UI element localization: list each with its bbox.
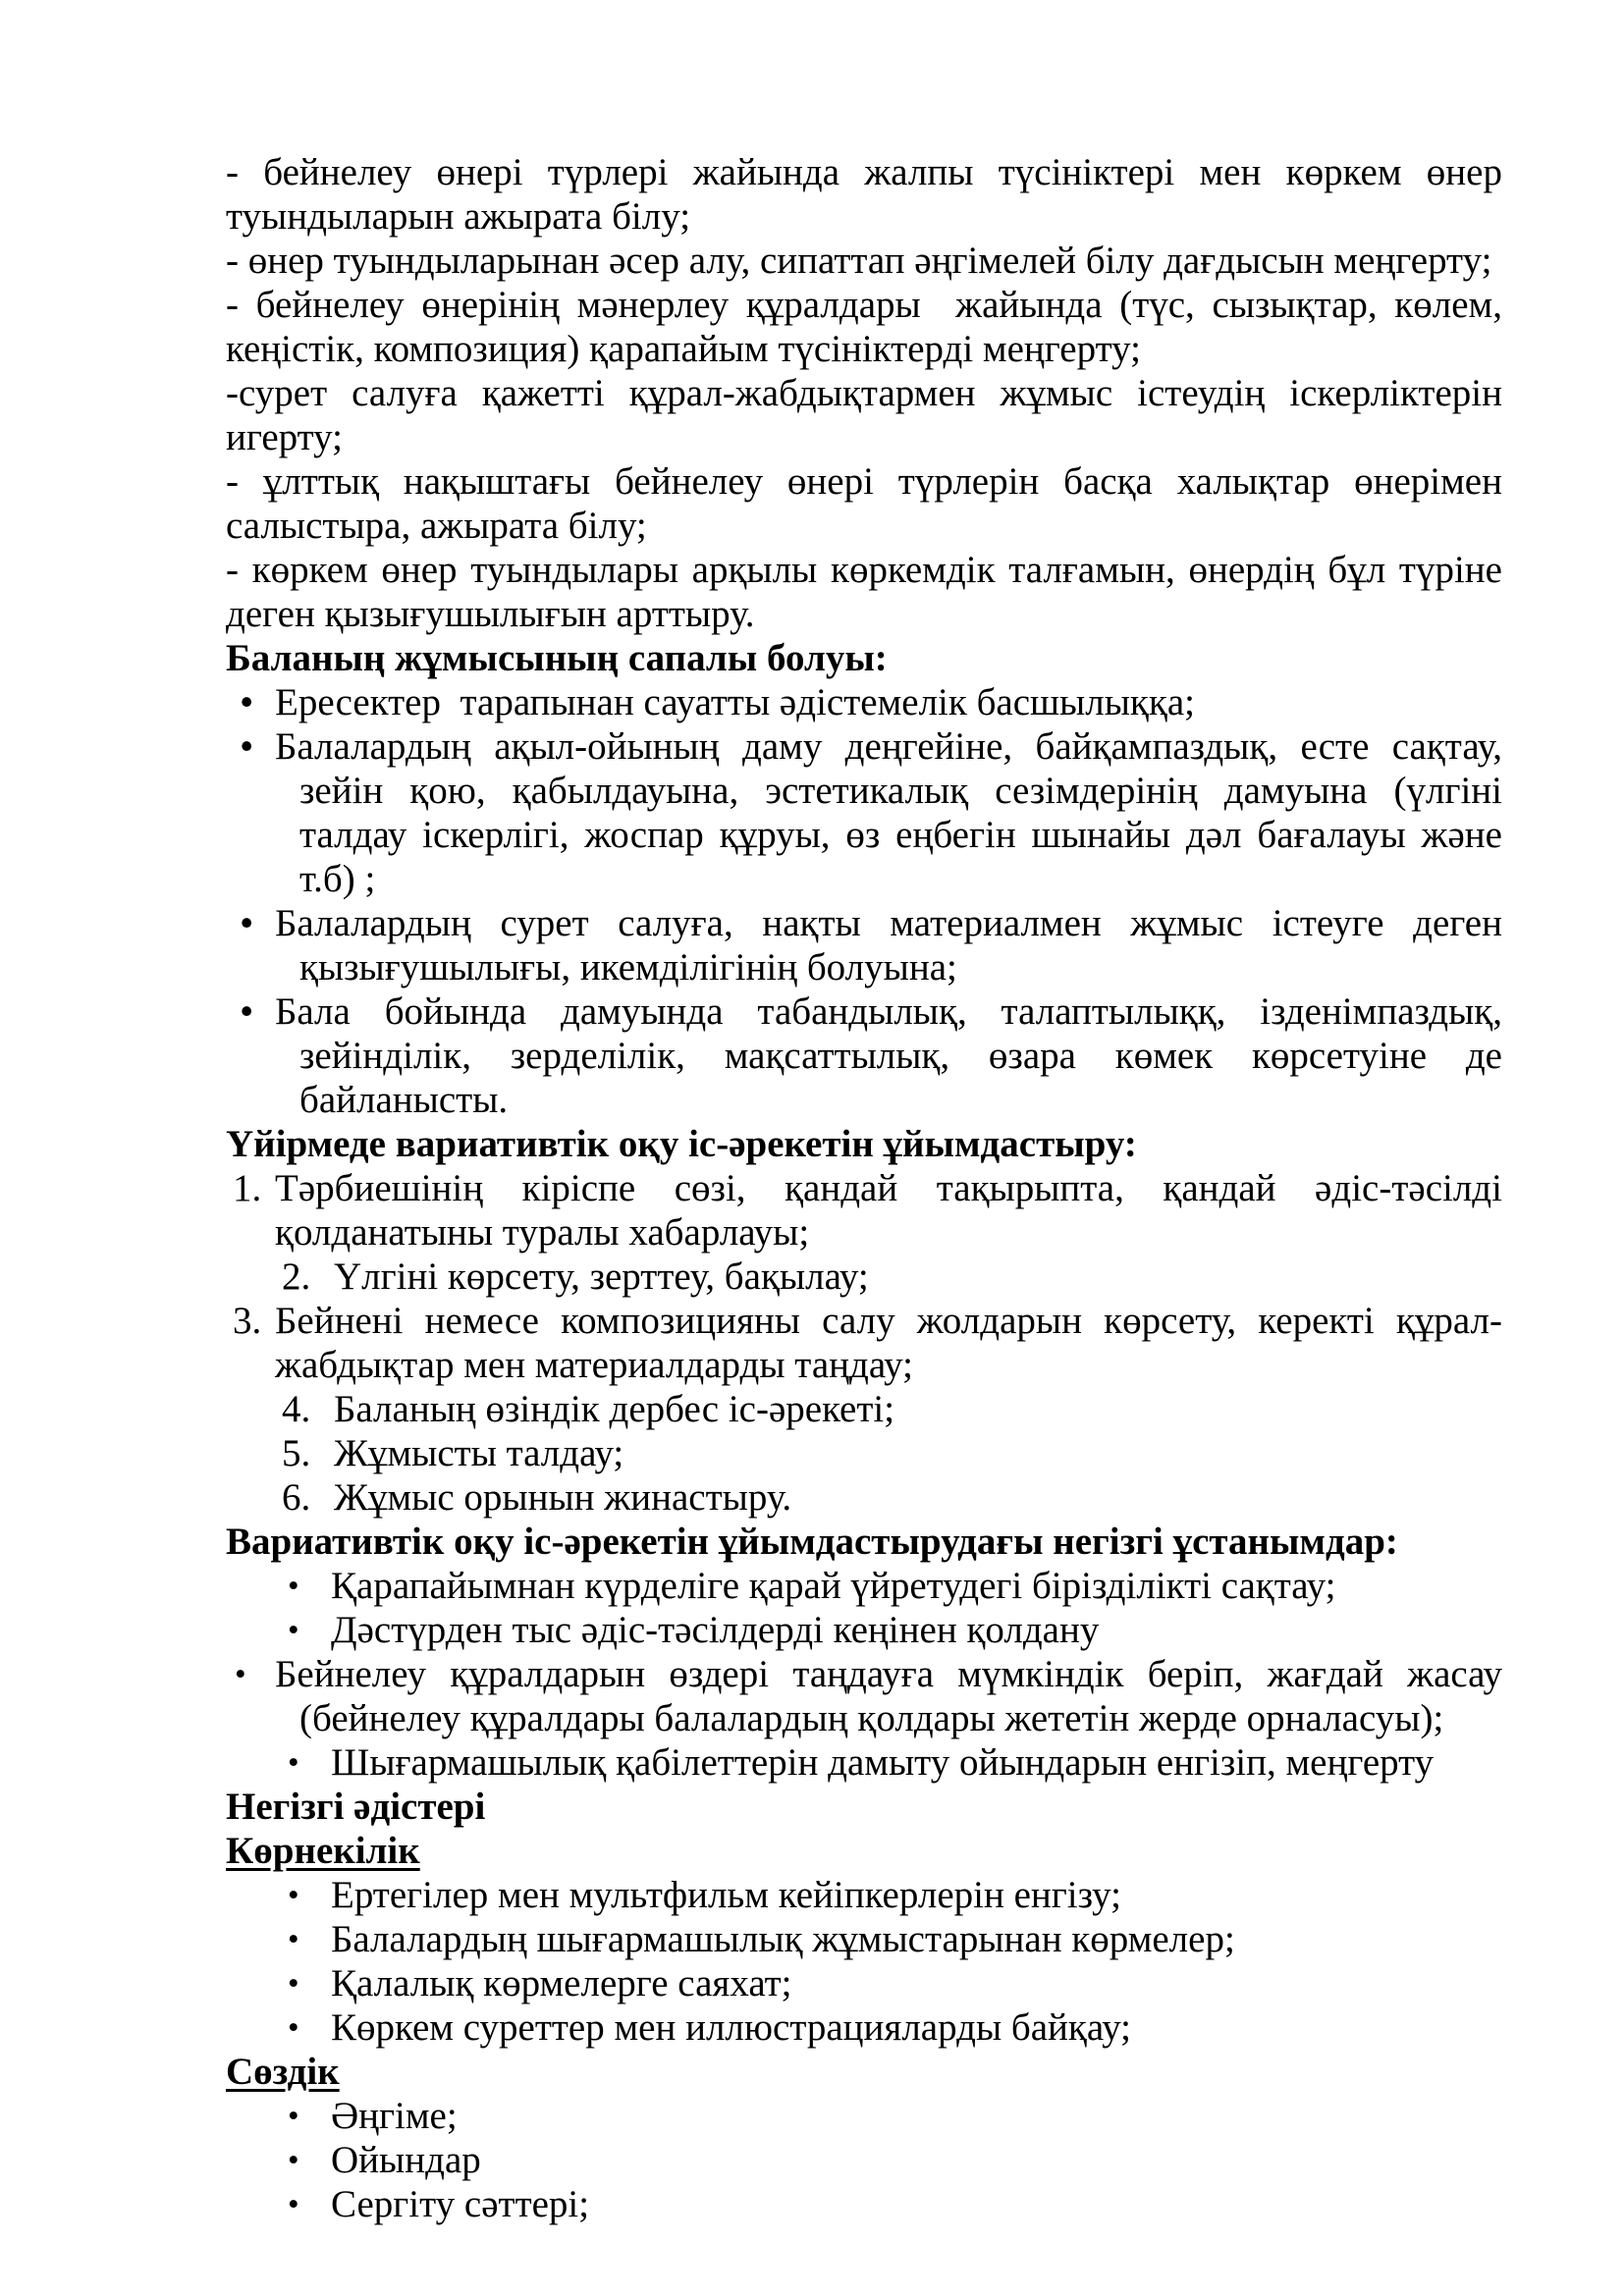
- text-run: Бала бойында дамуында табандылық, талаптылыққ, ізденімпаздық, зейінділік, зерделілік, мақсаттылық, өзара көмек көрсетуіне де байланысты.: [275, 990, 1502, 1121]
- text-run: -сурет салуға қажетті құрал-жабдықтармен жұмыс істеудің іскерліктерін игерту;: [226, 372, 1502, 458]
- text-run: Дәстүрден тыс әдіс-тәсілдерді кеңінен қолдану: [331, 1609, 1100, 1651]
- bullet-list-item: [226, 1873, 1502, 1917]
- text-run: Қарапайымнан күрделіге қарай үйретудегі бірізділікті сақтау;: [331, 1565, 1336, 1607]
- bullet-marker: •: [288, 2186, 299, 2222]
- text-run: Сөздік: [226, 2051, 340, 2093]
- text-run: Балалардың ақыл-ойының даму деңгейіне, байқампаздық, есте сақтау, зейін қою, қабылдауына, эстетикалық сезімдерінің дамуына (үлгіні талдау іскерлігі, жоспар құруы, өз еңбегін шынайы дәл бағалауы және т.б) ;: [275, 725, 1502, 900]
- text-run: Бейнелеу құралдарын өздері таңдауға мүмкіндік беріп, жағдай жасау (бейнелеу құралдары балалардың қолдары жететін жерде орналасуы);: [275, 1653, 1502, 1739]
- bullet-marker: •: [240, 680, 254, 724]
- section-heading: [226, 1122, 1502, 1166]
- bullet-marker: •: [288, 1612, 299, 1648]
- text-run: Үйірмеде вариативтік оқу іс-әрекетін ұйымдастыру:: [226, 1123, 1137, 1165]
- text-run: Ертегілер мен мультфильм кейіпкерлерін енгізу;: [331, 1874, 1122, 1916]
- bullet-list-item: [226, 2182, 1502, 2226]
- bullet-marker: •: [288, 1568, 299, 1604]
- bullet-marker: •: [288, 1965, 299, 2002]
- bullet-marker: •: [235, 1656, 246, 1692]
- bullet-list-item: [226, 1961, 1502, 2005]
- paragraph: [226, 283, 1502, 371]
- text-run: - ұлттық нақыштағы бейнелеу өнері түрлерін басқа халықтар өнерімен салыстыра, ажырата білу;: [226, 460, 1502, 547]
- number-marker: 6.: [282, 1476, 311, 1519]
- numbered-list-item: [226, 1431, 1502, 1475]
- text-run: Үлгіні көрсету, зерттеу, бақылау;: [334, 1255, 869, 1298]
- paragraph: [226, 548, 1502, 636]
- text-run: Бейнені немесе композицияны салу жолдарын көрсету, керекті құрал-жабдықтар мен материалдарды таңдау;: [275, 1300, 1502, 1386]
- bullet-marker: •: [240, 989, 254, 1034]
- bullet-marker: •: [288, 1921, 299, 1957]
- underlined-heading: [226, 2050, 1502, 2094]
- numbered-list-item: [226, 1299, 1502, 1387]
- text-run: - өнер туындыларынан әсер алу, сипаттап әңгімелей білу дағдысын меңгерту;: [226, 240, 1492, 282]
- bullet-list-item: [226, 989, 1502, 1122]
- bullet-marker: •: [240, 901, 254, 945]
- paragraph: [226, 459, 1502, 548]
- bullet-list-item: [226, 2138, 1502, 2182]
- text-run: Қалалық көрмелерге саяхат;: [331, 1962, 792, 2004]
- bullet-list-item: [226, 901, 1502, 989]
- text-run: Жұмыс орынын жинастыру.: [334, 1476, 792, 1519]
- paragraph: [226, 239, 1502, 283]
- text-run: Көркем суреттер мен иллюстрацияларды байқау;: [331, 2006, 1132, 2049]
- text-run: Ересектер тарапынан сауатты әдістемелік басшылыққа;: [275, 681, 1195, 723]
- number-marker: 2.: [282, 1255, 311, 1298]
- bullet-list-item: [226, 724, 1502, 901]
- paragraph: [226, 371, 1502, 459]
- text-run: - бейнелеу өнері түрлері жайында жалпы түсініктері мен көркем өнер туындыларын ажырата білу;: [226, 151, 1502, 238]
- bullet-list-item: [226, 1608, 1502, 1652]
- number-marker: 4.: [282, 1388, 311, 1430]
- bullet-marker: •: [288, 2098, 299, 2134]
- section-heading: [226, 1520, 1502, 1564]
- text-run: Балалардың шығармашылық жұмыстарынан көрмелер;: [331, 1918, 1235, 1960]
- text-run: Сергіту сәттері;: [331, 2183, 590, 2225]
- text-run: Вариативтік оқу іс-әрекетін ұйымдастырудағы негізгі ұстанымдар:: [226, 1521, 1398, 1563]
- bullet-list-item: [226, 1652, 1502, 1740]
- bullet-marker: •: [240, 724, 254, 769]
- text-run: Балалардың сурет салуға, нақты материалмен жұмыс істеуге деген қызығушылығы, икемділігінің болуына;: [275, 902, 1502, 988]
- number-marker: 1.: [233, 1167, 262, 1209]
- numbered-list-item: [226, 1475, 1502, 1520]
- bullet-marker: •: [288, 1744, 299, 1781]
- text-run: Баланың жұмысының сапалы болуы:: [226, 637, 888, 679]
- text-run: Жұмысты талдау;: [334, 1432, 624, 1474]
- bullet-marker: •: [288, 2142, 299, 2178]
- number-marker: 5.: [282, 1432, 311, 1474]
- bullet-list-item: [226, 1740, 1502, 1785]
- bullet-marker: •: [288, 2009, 299, 2046]
- underlined-heading: [226, 1829, 1502, 1873]
- text-run: Көрнекілік: [226, 1830, 420, 1872]
- section-heading: [226, 1785, 1502, 1829]
- section-heading: [226, 636, 1502, 680]
- bullet-list-item: [226, 2005, 1502, 2050]
- text-run: Негізгі әдістері: [226, 1786, 486, 1828]
- text-run: Тәрбиешінің кіріспе сөзі, қандай тақырыпта, қандай әдіс-тәсілді қолданатыны туралы хабарлауы;: [275, 1167, 1502, 1254]
- text-run: - көркем өнер туындылары арқылы көркемдік талғамын, өнердің бұл түріне деген қызығушылығын арттыру.: [226, 549, 1502, 635]
- numbered-list-item: [226, 1255, 1502, 1299]
- numbered-list-item: [226, 1387, 1502, 1431]
- numbered-list-item: [226, 1166, 1502, 1255]
- bullet-list-item: [226, 1564, 1502, 1608]
- text-run: Баланың өзіндік дербес іс-әрекеті;: [334, 1388, 895, 1430]
- bullet-list-item: [226, 680, 1502, 724]
- bullet-list-item: [226, 2094, 1502, 2138]
- number-marker: 3.: [233, 1300, 262, 1342]
- text-run: - бейнелеу өнерінің мәнерлеу құралдары жайында (түс, сызықтар, көлем, кеңістік, композиция) қарапайым түсініктерді меңгерту;: [226, 284, 1502, 370]
- paragraph: [226, 150, 1502, 239]
- bullet-list-item: [226, 1917, 1502, 1961]
- text-run: Ойындар: [331, 2139, 481, 2181]
- bullet-marker: •: [288, 1877, 299, 1913]
- document-content: [226, 150, 1502, 2226]
- text-run: Әңгіме;: [331, 2095, 458, 2137]
- text-run: Шығармашылық қабілеттерін дамыту ойындарын енгізіп, меңгерту: [331, 1741, 1435, 1784]
